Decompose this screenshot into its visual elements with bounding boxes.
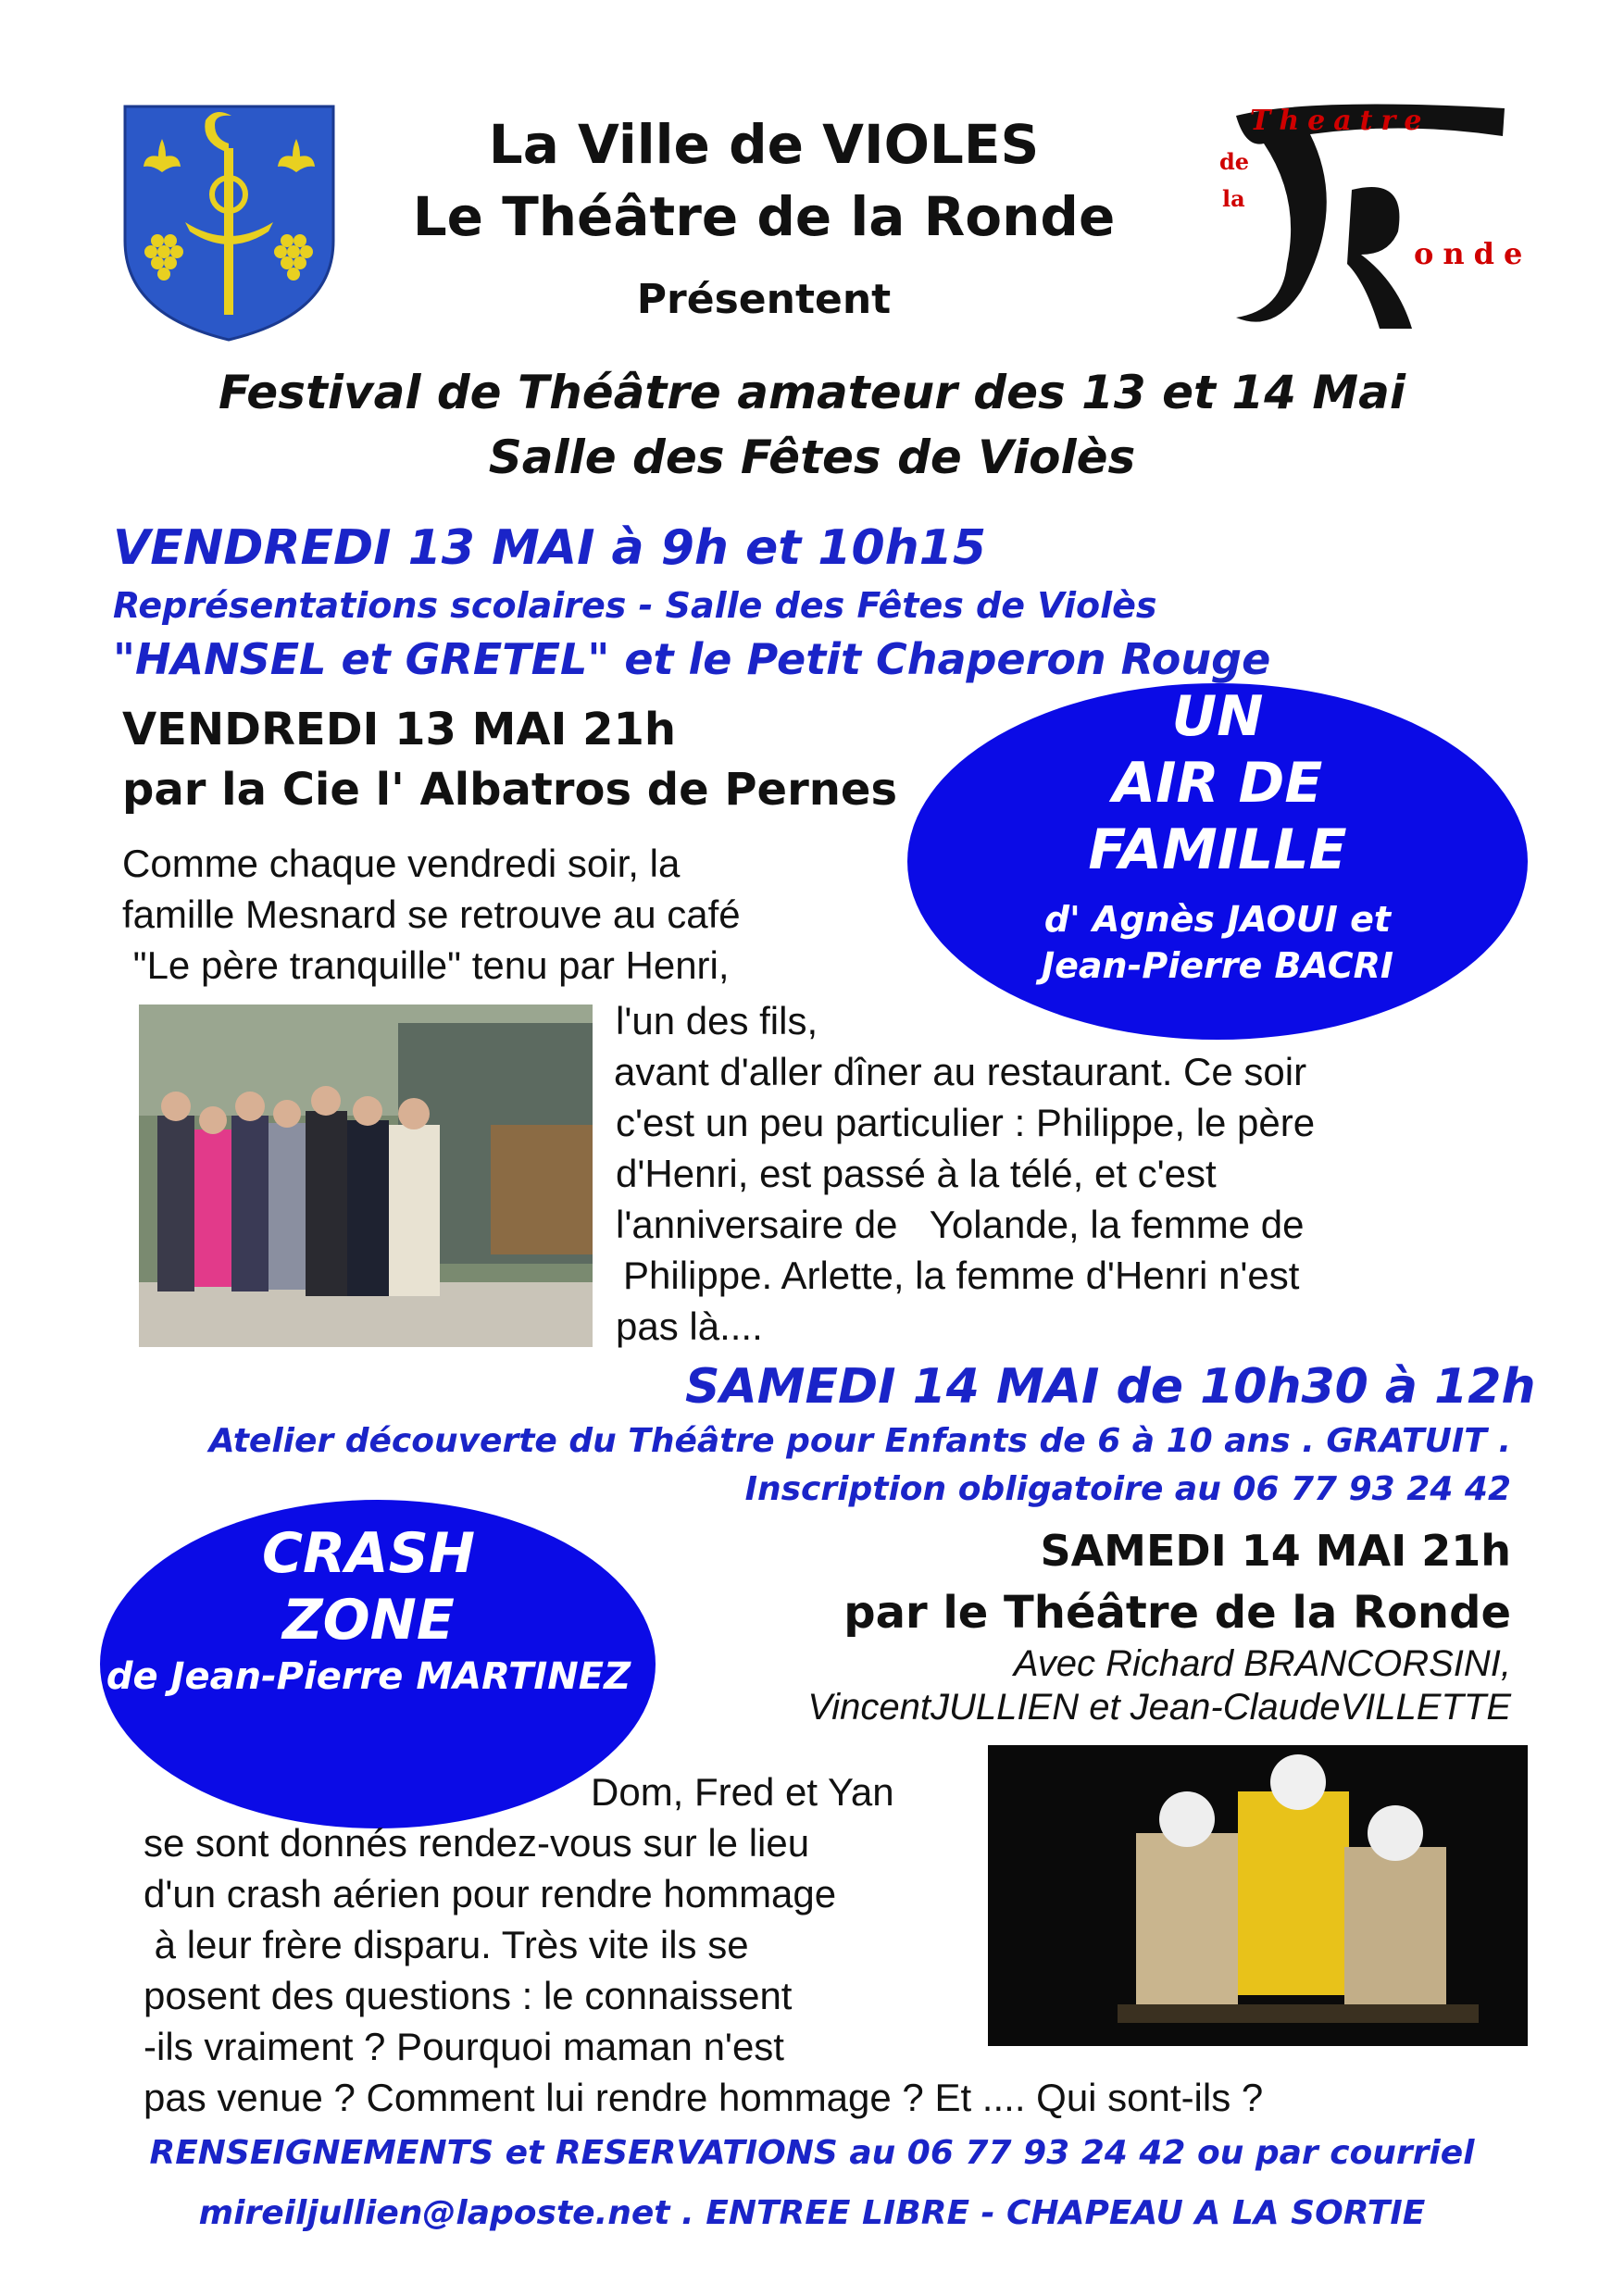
festival-venue: Salle des Fêtes de Violès [488, 430, 1136, 484]
friday-school-title: VENDREDI 13 MAI à 9h et 10h15 [113, 520, 987, 576]
logo-word-de: de [1219, 148, 1250, 175]
saturday-text-line: posent des questions : le connaissent [144, 1974, 793, 2017]
saturday-text-line: à leur frère disparu. Très vite ils se [144, 1923, 749, 1966]
logo-word-la: la [1222, 185, 1245, 212]
friday-text-line: l'anniversaire de Yolande, la femme de [616, 1203, 1305, 1246]
friday-text-line: d'Henri, est passé à la télé, et c'est [616, 1152, 1217, 1195]
saturday-text-line: pas venue ? Comment lui rendre hommage ? Et .... Qui sont-ils ? [144, 2076, 1264, 2119]
saturday-cast-1: Avec Richard BRANCORSINI, [1013, 1643, 1511, 1684]
logo-word-onde: onde [1414, 236, 1532, 271]
friday-school-plays: "HANSEL et GRETEL" et le Petit Chaperon Rouge [113, 634, 1271, 684]
saturday-text-first: Dom, Fred et Yan [591, 1770, 894, 1814]
badge-line-air-de: AIR DE [1112, 751, 1323, 816]
badge-line-famille: FAMILLE [1088, 817, 1347, 882]
friday-text-line: c'est un peu particulier : Philippe, le père [616, 1101, 1316, 1144]
saturday-evening-title: SAMEDI 14 MAI 21h [1040, 1526, 1511, 1576]
friday-text-line: l'un des fils, [616, 999, 818, 1042]
saturday-workshop-line2: Inscription obligatoire au 06 77 93 24 42 [744, 1470, 1511, 1508]
saturday-text-line: se sont donnés rendez-vous sur le lieu [144, 1821, 810, 1865]
theatre-de-la-ronde-logo [1199, 97, 1532, 347]
saturday-text-line: d'un crash aérien pour rendre hommage [144, 1872, 837, 1915]
saturday-text-line: -ils vraiment ? Pourquoi maman n'est [144, 2025, 784, 2068]
footer-email: mireiljullien@laposte.net . ENTREE LIBRE - CHAPEAU A LA SORTIE [198, 2194, 1426, 2232]
friday-text-line: avant d'aller dîner au restaurant. Ce soir [614, 1050, 1307, 1093]
saturday-workshop-title: SAMEDI 14 MAI de 10h30 à 12h [685, 1359, 1536, 1415]
play-badge-un-air-de-famille [907, 683, 1528, 1040]
saturday-workshop-line1: Atelier découverte du Théâtre pour Enfants de 6 à 10 ans . GRATUIT . [208, 1422, 1511, 1460]
friday-evening-title: VENDREDI 13 MAI 21h [122, 704, 677, 755]
friday-text-line: famille Mesnard se retrouve au café [122, 892, 741, 936]
logo-word-theatre: Theatre [1250, 105, 1430, 137]
badge-author: de Jean-Pierre MARTINEZ [106, 1655, 631, 1698]
friday-evening-company: par la Cie l' Albatros de Pernes [122, 764, 898, 816]
festival-title: Festival de Théâtre amateur des 13 et 14 Mai [219, 366, 1405, 419]
saturday-cast-2: VincentJULLIEN et Jean-ClaudeVILLETTE [807, 1687, 1511, 1728]
friday-description-top [122, 838, 741, 991]
badge-line-un: UN [1171, 684, 1264, 749]
friday-text-line: "Le père tranquille" tenu par Henri, [122, 943, 730, 987]
header-city: La Ville de VIOLES [488, 113, 1040, 176]
friday-text-line: pas là.... [616, 1304, 763, 1348]
saturday-description [144, 1817, 1263, 2123]
badge-author-2: Jean-Pierre BACRI [1042, 945, 1393, 986]
friday-school-subtitle: Représentations scolaires - Salle des Fêtes de Violès [113, 585, 1157, 626]
friday-text-line: Comme chaque vendredi soir, la [122, 842, 681, 885]
badge-line-crash: CRASH [261, 1521, 476, 1586]
badge-line-zone: ZONE [282, 1588, 455, 1653]
header-present: Présentent [636, 276, 892, 323]
footer-reservations: RENSEIGNEMENTS et RESERVATIONS au 06 77 93 24 42 ou par courriel [149, 2134, 1475, 2172]
badge-author-1: d' Agnès JAOUI et [1043, 899, 1392, 940]
header-theatre: Le Théâtre de la Ronde [412, 185, 1116, 248]
saturday-evening-company: par le Théâtre de la Ronde [843, 1587, 1511, 1639]
play-badge-crash-zone [100, 1500, 656, 1828]
friday-text-line: Philippe. Arlette, la femme d'Henri n'est [623, 1254, 1300, 1297]
troupe-photo-albatros [139, 1004, 593, 1347]
friday-description-right [616, 995, 1315, 1352]
